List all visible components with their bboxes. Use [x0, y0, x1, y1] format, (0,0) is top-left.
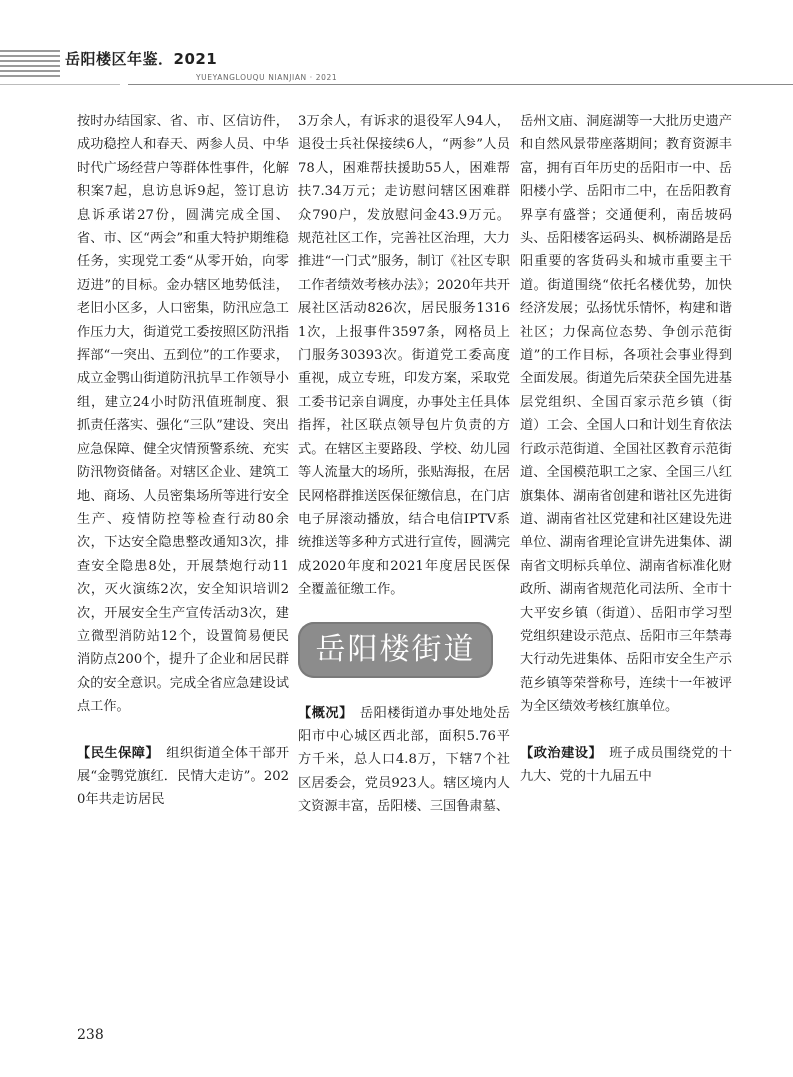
text-column-2 [298, 110, 510, 819]
paragraph-minsheng [77, 742, 289, 812]
section-banner: 岳阳楼街道 [298, 622, 493, 678]
section-label: 【政治建设】 [520, 745, 596, 761]
running-header [0, 0, 793, 100]
paragraph-zhengzhi [520, 742, 732, 789]
paragraph-text: 岳阳楼街道办事处地处岳阳市中心城区西北部，面积5.76平方千米，总人口4.8万，下辖7个社区居委会，党员923人。辖区境内人文资源丰富，岳阳楼、三国鲁肃墓、 [298, 705, 511, 815]
section-label: 【概况】 [298, 705, 347, 721]
header-title: 岳阳楼区年鉴．2021 [65, 50, 218, 68]
header-rule [128, 84, 793, 85]
paragraph-text: 组织街道全体干部开展“金鹗党旗红．民情大走访”。2020年共走访居民 [77, 745, 290, 808]
text-column-3 [520, 110, 732, 788]
paragraph: 3万余人，有诉求的退役军人94人，退役士兵社保接续6人，“两参”人员78人，困难帮扶援助55人，困难帮扶7.34万元；走访慰问辖区困难群众790户，发放慰问金43.9万元。规范社区工作，完善社区治理，大力推进“一门式”服务，制订《社区专职工作者绩效考核办法》；2020年共开展社区活动826次，居民服务13161次，上报事件3597条，网格员上门服务30393次。街道党工委高度重视，成立专班，印发方案，采取党工委书记亲自调度，办事处主任具体指挥，社区联点领导包片负责的方式。在辖区主要路段、学校、幼儿园等人流量大的场所，张贴海报，在居民网格群推送医保征缴信息，在门店电子屏滚动播放，结合电信IPTV系统推送等多种方式进行宣传，圆满完成2020年度和2021年度居民医保全覆盖征缴工作。 [298, 114, 510, 598]
text-column-1 [77, 110, 289, 812]
paragraph: 岳州文庙、洞庭湖等一大批历史遗产和自然风景带座落期间；教育资源丰富，拥有百年历史的岳阳市一中、岳阳楼小学、岳阳市二中，在岳阳教育界享有盛誉；交通便利，南岳坡码头、岳阳楼客运码头、枫桥湖路是岳阳重要的客货码头和城市重要主干道。街道围绕“依托名楼优势，加快经济发展；弘扬忧乐情怀，构建和谐社区；力保高位态势、争创示范街道”的工作目标，各项社会事业得到全面发展。街道先后荣获全国先进基层党组织、全国百家示范乡镇（街道）工会、全国人口和计划生育依法行政示范街道、全国社区教育示范街道、全国模范职工之家、全国三八红旗集体、湖南省创建和谐社区先进街道、湖南省社区党建和社区建设先进单位、湖南省理论宣讲先进集体、湖南省文明标兵单位、湖南省标准化财政所、湖南省规范化司法所、全市十大平安乡镇（街道）、岳阳市学习型党组织建设示范点、岳阳市三年禁毒大行动先进集体、岳阳市安全生产示范乡镇等荣誉称号，连续十一年被评为全区绩效考核红旗单位。 [520, 114, 732, 715]
paragraph: 按时办结国家、省、市、区信访件，成功稳控人和春天、两参人员、中华时代广场经营户等群体性事件，化解积案7起，息访息诉9起，签订息访息诉承诺27份，圆满完成全国、省、市、区“两会”和重大特护期维稳任务，实现党工委“从零开始，向零迈进”的目标。金办辖区地势低洼，老旧小区多，人口密集，防汛应急工作压力大，街道党工委按照区防汛指挥部“一突出、五到位”的工作要求，成立金鹗山街道防汛抗旱工作领导小组，建立24小时防汛值班制度、狠抓责任落实、强化“三队”建设、突出应急保障、健全灾情预警系统、充实防汛物资储备。对辖区企业、建筑工地、商场、人员密集场所等进行安全生产、疫情防控等检查行动80余次，下达安全隐患整改通知3次，排查安全隐患8处，开展禁炮行动11次，灭火演练2次，安全知识培训2次，开展安全生产宣传活动3次，建立微型消防站12个，设置简易便民消防点200个，提升了企业和居民群众的安全意识。完成全省应急建设试点工作。 [77, 114, 289, 715]
header-subtitle: YUEYANGLOUQU NIANJIAN · 2021 [196, 73, 338, 82]
page-number: 238 [77, 1027, 104, 1043]
paragraph-gaikuang [298, 702, 510, 819]
section-label: 【民生保障】 [77, 745, 153, 761]
paragraph-text: 班子成员围绕党的十九大、党的十九届五中 [520, 745, 733, 784]
header-rule-left [0, 84, 120, 85]
header-decoration-stripes [0, 50, 60, 80]
